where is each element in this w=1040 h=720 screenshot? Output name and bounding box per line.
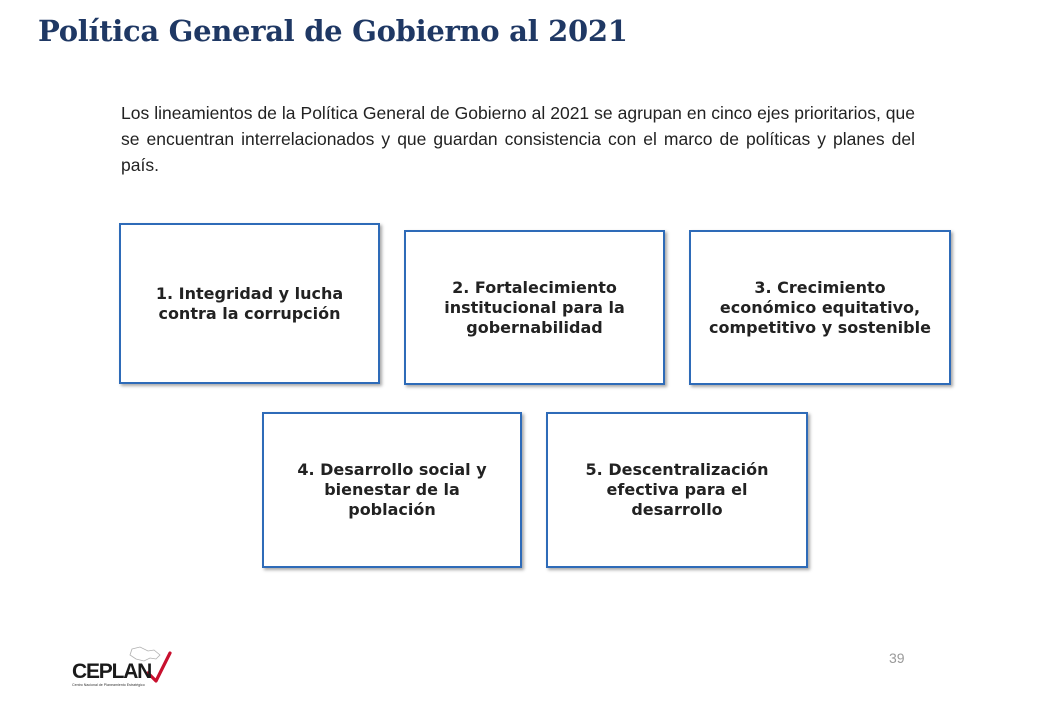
axis-label-1: 1. Integridad y lucha contra la corrupción xyxy=(155,283,344,323)
axis-box-3 xyxy=(689,230,951,385)
axis-label-2: 2. Fortalecimiento institucional para la gobernabilidad xyxy=(444,277,625,337)
logo-wordmark: CEPLAN xyxy=(72,660,152,683)
slide-title: Política General de Gobierno al 2021 xyxy=(38,14,628,48)
axis-label-3: 3. Crecimiento económico equitativo, competitivo y sostenible xyxy=(709,277,931,337)
axis-box-2 xyxy=(404,230,665,385)
intro-paragraph: Los lineamientos de la Política General de Gobierno al 2021 se agrupan en cinco ejes prioritarios, que se encuentran interrelacionados y que guardan consistencia con el marco de políticas y planes del país. xyxy=(121,103,915,175)
axis-label-5: 5. Descentralización efectiva para el desarrollo xyxy=(585,460,769,519)
logo-tagline: Centro Nacional de Planeamiento Estratégico xyxy=(72,683,145,687)
axis-label-4: 4. Desarrollo social y bienestar de la población xyxy=(297,460,487,519)
page-number: 39 xyxy=(889,650,905,666)
axis-box-5 xyxy=(546,412,808,568)
axis-box-1 xyxy=(119,223,380,384)
ceplan-logo-icon xyxy=(70,645,180,690)
axis-box-4 xyxy=(262,412,522,568)
